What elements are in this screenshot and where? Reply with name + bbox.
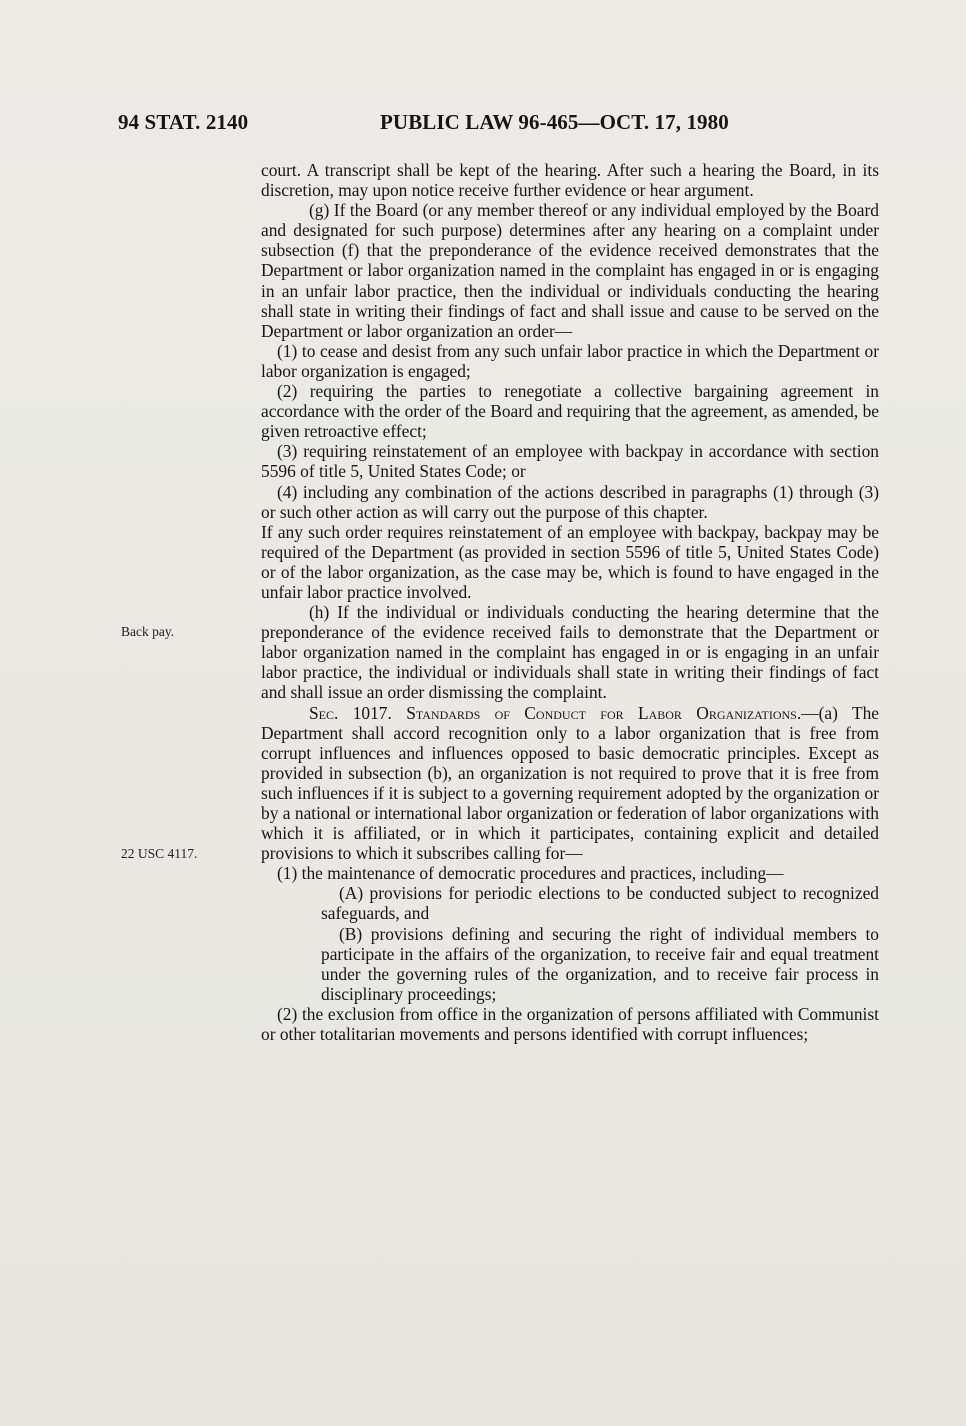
paragraph-a-2: (2) the exclusion from office in the organization of persons affiliated with Communist or other totalitarian movements and persons identified with corrupt influences; <box>261 1003 879 1045</box>
margin-note-back-pay: Back pay. <box>121 624 175 639</box>
paragraph-g-3: (3) requiring reinstatement of an employee with backpay in accordance with section 5596 of title 5, United States Code; or <box>261 441 879 482</box>
public-law-title: PUBLIC LAW 96-465—OCT. 17, 1980 <box>380 110 729 134</box>
paragraph-a-1-A: (A) provisions for periodic elections to be conducted subject to recognized safeguards, and <box>321 883 879 924</box>
paragraph-sec-1017 <box>261 703 879 864</box>
bleed-through-mark <box>200 300 204 316</box>
paragraph-backpay: If any such order requires reinstatement of an employee with backpay, backpay may be required of the Department (as provided in section 5596 of title 5, United States Code) or of the labor organization, as the case may be, which is found to have engaged in the unfair labor practice involved. <box>261 521 879 602</box>
paragraph-h: (h) If the individual or individuals conducting the hearing determine that the preponderance of the evidence received fails to demonstrate that the Department or labor organization named in the complaint has engaged in or is engaging in an unfair labor practice, the individual or individuals shall state in writing their findings of fact and shall issue an order dismissing the complaint. <box>261 602 879 703</box>
paragraph-a-1-B: (B) provisions defining and securing the right of individual members to participate in the affairs of the organization, to receive fair and equal treatment under the governing rules of the organization, and to receive fair process in disciplinary proceedings; <box>321 923 879 1004</box>
paragraph-g-1: (1) to cease and desist from any such unfair labor practice in which the Department or labor organization is engaged; <box>261 340 879 381</box>
paragraph-a-1: (1) the maintenance of democratic procedures and practices, including— <box>277 863 784 884</box>
statute-citation: 94 STAT. 2140 <box>118 110 249 134</box>
body-text <box>261 160 879 1044</box>
section-label: Sec. 1017. <box>309 702 392 723</box>
section-text: —(a) The Department shall accord recognition only to a labor organization that is free from corrupt influences and influences opposed to basic democratic principles. Except as provided in subsection (b), an organization is not required to prove that it is free from such influences if it is subject to a governing requirement adopted by the organization or by a national or international labor organization or federation of labor organizations with which it is affiliated, or in which it participates, containing explicit and detailed provisions to which it subscribes calling for— <box>261 702 879 864</box>
paragraph-court-transcript: court. A transcript shall be kept of the hearing. After such a hearing the Board, in its discretion, may upon notice receive further evidence or hear argument. <box>261 160 879 201</box>
paragraph-g-2: (2) requiring the parties to renegotiate a collective bargaining agreement in accordance with the order of the Board and requiring that the agreement, as amended, be given retroactive effect; <box>261 381 879 442</box>
section-title: Standards of Conduct for Labor Organizations. <box>406 702 802 723</box>
paragraph-g: (g) If the Board (or any member thereof or any individual employed by the Board and designated for such purpose) determines after any hearing on a complaint under subsection (f) that the preponderance of the evidence received demonstrates that the Department or labor organization named in the complaint has engaged in or is engaging in an unfair labor practice, then the individual or individuals conducting the hearing shall state in writing their findings of fact and shall issue and cause to be served on the Department or labor organization an order— <box>261 200 879 341</box>
page-header <box>118 110 878 140</box>
margin-note-usc: 22 USC 4117. <box>121 846 198 861</box>
paragraph-g-4: (4) including any combination of the actions described in paragraphs (1) through (3) or such other action as will carry out the purpose of this chapter. <box>261 481 879 522</box>
